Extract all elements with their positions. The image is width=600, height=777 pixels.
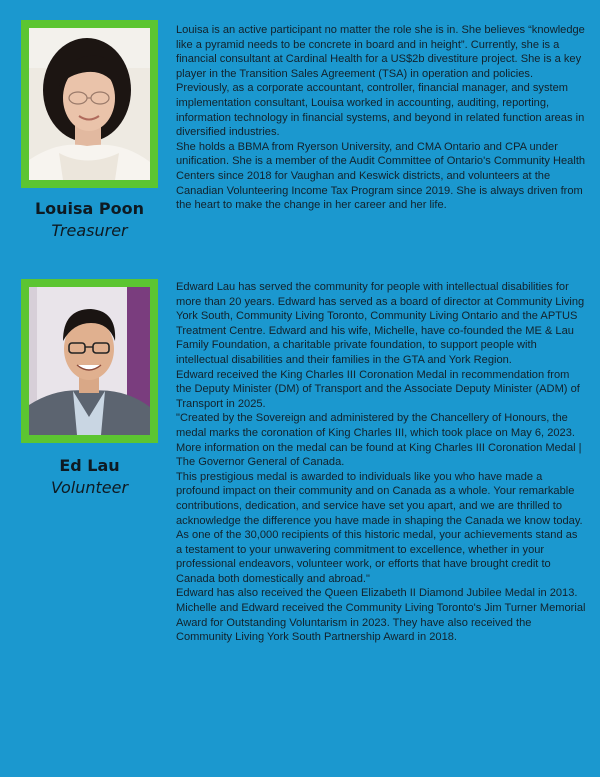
portrait-photo-louisa bbox=[29, 28, 150, 180]
name-block bbox=[21, 198, 158, 242]
person-role: Treasurer bbox=[51, 221, 128, 240]
photo-frame bbox=[21, 279, 158, 443]
bio-paragraph: Edward Lau has served the community for people with intellectual disabilities for more than 20 years. Edward has served as a board of director at Community Living York South, Community Living Toronto, Community Living Ontario and the APTUS Treatment Centre. Edward and his wife, Michelle, have co-founded the ME & Lau Family Foundation, a charitable private foundation, to support people with intellectual disabilities and their families in the GTA and York Region. bbox=[176, 281, 585, 366]
bio-paragraph: She holds a BBMA from Ryerson University, and CMA Ontario and CPA under unification. She is a member of the Audit Committee of Ontario's Community Health Centers since 2018 for Vaughan and Keswick districts, and volunteers at the Canadian Volunteering Income Tax Program since 2019. She is always driven from the heart to make the change in her career and her life. bbox=[176, 140, 586, 212]
name-block bbox=[21, 455, 158, 499]
photo-frame bbox=[21, 20, 158, 188]
bio-text bbox=[176, 280, 586, 645]
person-name: Ed Lau bbox=[59, 456, 120, 475]
bio-paragraph: This prestigious medal is awarded to individuals like you who have made a profound impact on their community and on Canada as a whole. Your remarkable contributions, dedication, and service have set you apart, and we are thrilled to acknowledge the difference you have made in shaping the Canada we know today. As one of the 30,000 recipients of this historic medal, your achievements stand as a testament to your unwavering commitment to excellence, whether in your professional endeavors, volunteer work, or efforts that have brought credit to Canada both domestically and abroad." bbox=[176, 470, 583, 585]
bio-paragraph: Louisa is an active participant no matter the role she is in. She believes “knowledge like a pyramid needs to be concrete in board and in height”. Currently, she is a financial consultant at Cardinal Health for a US$2b divestiture project. She is a key player in the Transition Sales Agreement (TSA) in operation and policies. Previously, as a corporate accountant, controller, financial manager, and system implementation consultant, Louisa worked in accounting, auditing, reporting, information technology in financial systems, and beyond in related function areas in diversified industries. bbox=[176, 24, 585, 139]
bio-text bbox=[176, 23, 586, 213]
person-role: Volunteer bbox=[50, 478, 129, 497]
bio-paragraph: Edward has also received the Queen Elizabeth II Diamond Jubilee Medal in 2013. Michelle and Edward received the Community Living Toronto's Jim Turner Memorial Award for Outstanding Voluntarism in 2023. They have also received the Community Living York South Partnership Award in 2018. bbox=[176, 587, 586, 644]
bio-paragraph: Edward received the King Charles III Coronation Medal in recommendation from the Deputy Minister (DM) of Transport and the Associate Deputy Minister (ADM) of Transport in 2025. bbox=[176, 368, 580, 410]
portrait-photo-ed bbox=[29, 287, 150, 435]
person-name: Louisa Poon bbox=[34, 199, 145, 218]
bio-paragraph: "Created by the Sovereign and administered by the Chancellery of Honours, the medal marks the coronation of King Charles III, which took place on May 6, 2023. More information on the medal can be found at King Charles III Coronation Medal | The Governor General of Canada. bbox=[176, 412, 582, 469]
